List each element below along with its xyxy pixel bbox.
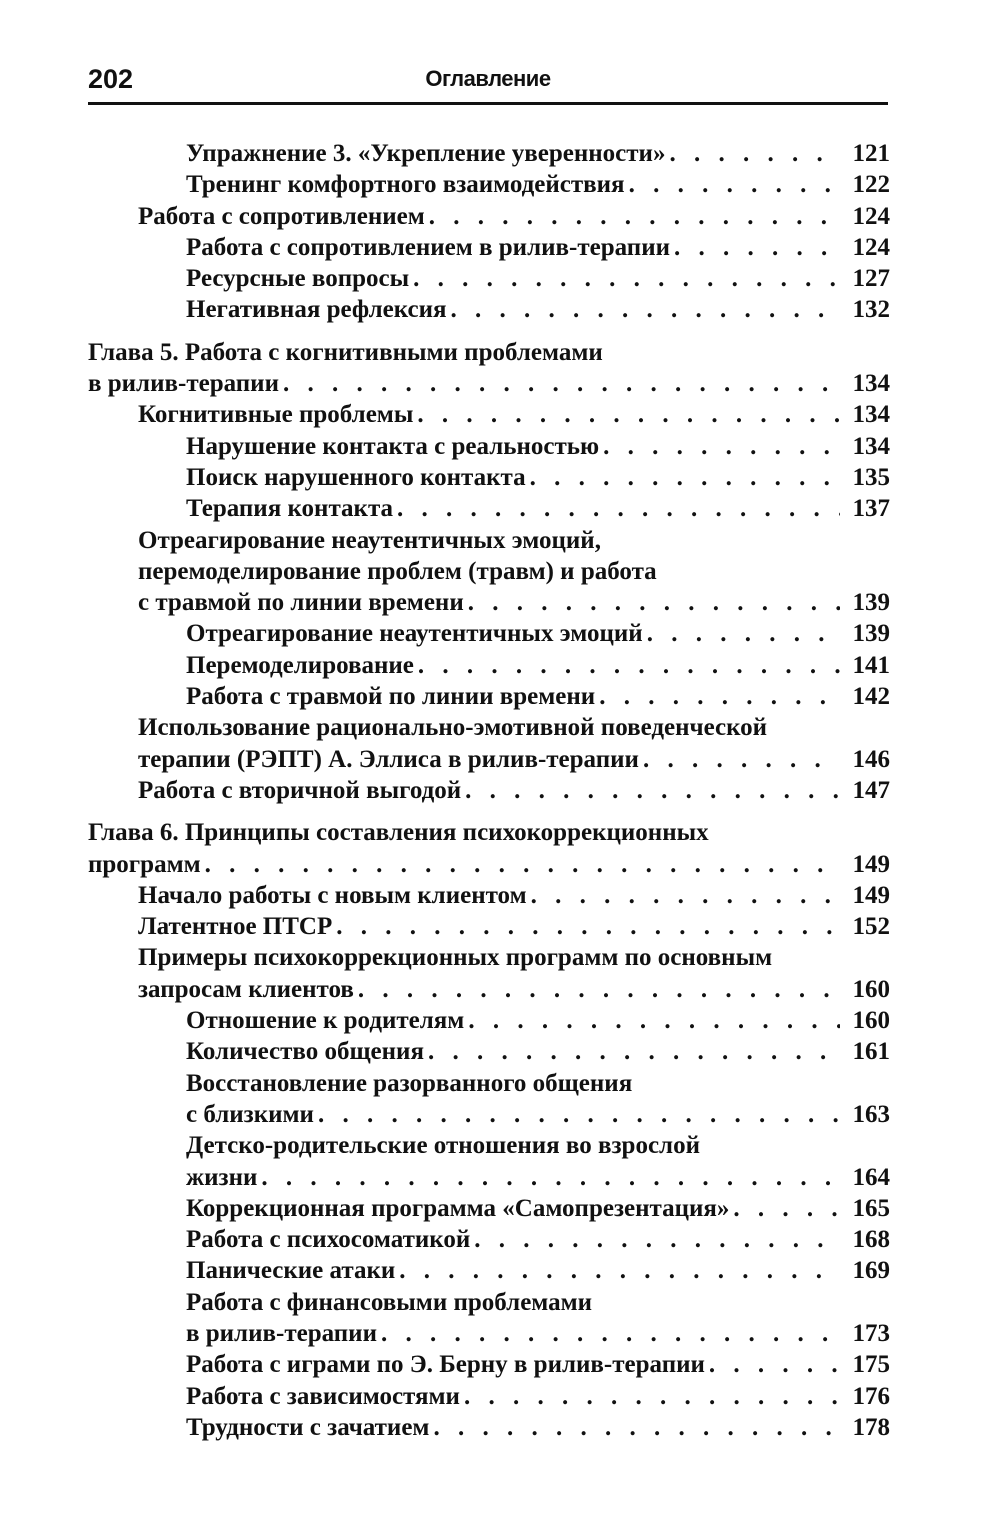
toc-entry-title-line: Работа с финансовыми проблемами: [186, 1288, 593, 1316]
toc-entry: [88, 1130, 898, 1193]
toc-entry-row: [138, 201, 898, 232]
toc-entry: [88, 1036, 898, 1067]
toc-page-number: 137: [852, 495, 890, 523]
toc-entry-row: [186, 1255, 898, 1286]
toc-page-number: 149: [852, 850, 890, 878]
toc-page-number: 173: [852, 1319, 890, 1347]
toc-entry-row: [186, 1349, 898, 1380]
toc-entry-row: [186, 650, 898, 681]
toc-entry: [88, 493, 898, 524]
toc-page-number: 132: [852, 296, 890, 324]
toc-entry: [88, 1287, 898, 1350]
toc-entry-title-line: терапии (РЭПТ) А. Эллиса в рилив-терапии: [138, 745, 639, 773]
toc-entry-row: [138, 744, 898, 775]
toc-entry-title-line: в рилив-терапии: [88, 370, 279, 398]
dot-leader: [531, 880, 840, 911]
toc-entry-row: [186, 618, 898, 649]
toc-entry-row: [186, 294, 898, 325]
toc-entry: [88, 942, 898, 1005]
toc-page-number: 124: [852, 233, 890, 261]
dot-leader: [336, 911, 840, 942]
toc-entry-row: [186, 138, 898, 169]
toc-entry-title-line: Работа с сопротивлением: [138, 202, 425, 230]
toc-entry-title-line: запросам клиентов: [138, 975, 354, 1003]
toc-page-number: 146: [852, 745, 890, 773]
toc-entry: [88, 1193, 898, 1224]
toc-entry-row: [186, 493, 898, 524]
toc-entry-title-line: Перемоделирование: [186, 651, 414, 679]
dot-leader: [603, 431, 840, 462]
dot-leader: [629, 169, 840, 200]
toc-entry-title-line: Отреагирование неаутентичных эмоций: [186, 620, 643, 648]
toc-entry: [88, 1005, 898, 1036]
toc-page-number: 176: [852, 1382, 890, 1410]
toc-entry: [88, 263, 898, 294]
toc-entry-title-line: Работа с вторичной выгодой: [138, 776, 462, 804]
dot-leader: [417, 399, 840, 430]
dot-leader: [465, 775, 840, 806]
toc-entry: [88, 138, 898, 169]
toc-entry-row: [186, 263, 898, 294]
toc-entry-row: [138, 880, 898, 911]
toc-page-number: 160: [852, 1007, 890, 1035]
toc-page-number: 149: [852, 881, 890, 909]
toc-entry: [88, 201, 898, 232]
toc-entry-title-line: Трудности с зачатием: [186, 1413, 430, 1441]
toc-page-number: 127: [852, 265, 890, 293]
toc-entry-title-line: Отреагирование неаутентичных эмоций,: [138, 526, 601, 554]
toc-page-number: 147: [852, 776, 890, 804]
toc-entry-row: [186, 1193, 898, 1224]
dot-leader: [397, 493, 840, 524]
toc-page-number: 134: [852, 370, 890, 398]
toc-entry-row: [186, 232, 898, 263]
toc-entry-row: [138, 775, 898, 806]
dot-leader: [669, 138, 840, 169]
toc-entry-row: [138, 587, 898, 618]
running-title: Оглавление: [425, 66, 551, 91]
toc-entry: [88, 775, 898, 806]
toc-entry-row: [138, 974, 898, 1005]
page-number: 202: [88, 64, 134, 94]
toc-entry-title-line: программ: [88, 850, 201, 878]
toc-entry-title-line: Терапия контакта: [186, 495, 394, 523]
toc-page-number: 142: [852, 683, 890, 711]
toc-entry-title-line: Коррекционная программа «Самопрезентация»: [186, 1194, 730, 1222]
toc-entry-title-line: Работа с зависимостями: [186, 1382, 460, 1410]
toc-entry: [88, 399, 898, 430]
toc-entry-title-line: Восстановление разорванного общения: [186, 1069, 633, 1097]
toc-entry-title-line: Негативная рефлексия: [186, 296, 447, 324]
toc-entry-title-line: Поиск нарушенного контакта: [186, 463, 526, 491]
toc-entry-title-line: Работа с играми по Э. Берну в рилив-терапии: [186, 1351, 705, 1379]
toc-entry-title-line: с близкими: [186, 1100, 314, 1128]
toc-page-number: 165: [852, 1194, 890, 1222]
dot-leader: [381, 1318, 840, 1349]
toc-entry-title-line: Работа с травмой по линии времени: [186, 683, 596, 711]
toc-entry-row: [186, 462, 898, 493]
toc-page-number: 141: [852, 651, 890, 679]
toc-page-number: 175: [852, 1351, 890, 1379]
toc-entry-title-line: Тренинг комфортного взаимодействия: [186, 171, 625, 199]
toc-entry-row: [186, 1162, 898, 1193]
table-of-contents: [88, 138, 898, 1443]
toc-entry-row: [186, 1036, 898, 1067]
toc-entry-row: [138, 911, 898, 942]
toc-entry: [88, 525, 898, 619]
toc-entry: [88, 650, 898, 681]
toc-page-number: 134: [852, 432, 890, 460]
toc-entry-row: [88, 368, 898, 399]
toc-page-number: 124: [852, 202, 890, 230]
toc-entry: [88, 1224, 898, 1255]
toc-entry: [88, 1255, 898, 1286]
toc-entry-title-line: жизни: [186, 1163, 258, 1191]
toc-page-number: 139: [852, 620, 890, 648]
toc-page-number: 160: [852, 975, 890, 1003]
dot-leader: [464, 1381, 840, 1412]
toc-entry-title-line: Нарушение контакта с реальностью: [186, 432, 600, 460]
toc-chapter-entry: [88, 337, 898, 400]
dot-leader: [429, 201, 840, 232]
toc-page-number: 121: [852, 140, 890, 167]
toc-entry-row: [138, 399, 898, 430]
toc-entry-row: [186, 1412, 898, 1443]
toc-page-number: 139: [852, 589, 890, 617]
dot-leader: [599, 681, 840, 712]
toc-entry: [88, 294, 898, 325]
toc-page-number: 135: [852, 463, 890, 491]
dot-leader: [418, 650, 840, 681]
dot-leader: [413, 263, 840, 294]
toc-chapter-entry: [88, 817, 898, 880]
toc-entry-title-line: Детско-родительские отношения во взрослой: [186, 1132, 700, 1160]
dot-leader: [468, 1005, 840, 1036]
toc-entry-row: [186, 681, 898, 712]
toc-entry-title-line: Когнитивные проблемы: [138, 401, 414, 429]
dot-leader: [318, 1099, 840, 1130]
dot-leader: [733, 1193, 840, 1224]
dot-leader: [428, 1036, 840, 1067]
dot-leader: [433, 1412, 840, 1443]
dot-leader: [643, 744, 840, 775]
toc-page-number: 152: [852, 913, 890, 941]
toc-entry: [88, 1412, 898, 1443]
toc-entry: [88, 1349, 898, 1380]
toc-entry-row: [186, 431, 898, 462]
toc-entry: [88, 169, 898, 200]
toc-entry-title-line: Примеры психокоррекционных программ по основным: [138, 944, 773, 972]
dot-leader: [358, 974, 840, 1005]
toc-entry: [88, 712, 898, 775]
toc-entry-title-line: Использование рационально-эмотивной поведенческой: [138, 714, 768, 742]
toc-entry: [88, 681, 898, 712]
toc-page-number: 122: [852, 171, 890, 199]
toc-entry-title-line: Количество общения: [186, 1038, 424, 1066]
dot-leader: [674, 232, 840, 263]
toc-entry-title-line: Работа с сопротивлением в рилив-терапии: [186, 233, 671, 261]
toc-entry-row: [186, 1099, 898, 1130]
toc-entry: [88, 1381, 898, 1412]
toc-page-number: 163: [852, 1100, 890, 1128]
toc-entry-row: [186, 1381, 898, 1412]
toc-entry-title-line: Работа с психосоматикой: [186, 1226, 471, 1254]
toc-entry-row: [186, 1318, 898, 1349]
toc-entry: [88, 232, 898, 263]
toc-entry: [88, 431, 898, 462]
dot-leader: [399, 1255, 840, 1286]
toc-entry: [88, 911, 898, 942]
dot-leader: [451, 294, 840, 325]
header-rule: [88, 102, 888, 105]
toc-entry-title-line: Отношение к родителям: [186, 1007, 465, 1035]
dot-leader: [283, 368, 840, 399]
toc-page-number: 168: [852, 1226, 890, 1254]
toc-entry-row: [88, 849, 898, 880]
dot-leader: [468, 587, 840, 618]
dot-leader: [474, 1224, 840, 1255]
toc-entry: [88, 880, 898, 911]
toc-entry-title-line: в рилив-терапии: [186, 1319, 377, 1347]
toc-entry-title-line: Начало работы с новым клиентом: [138, 881, 527, 909]
toc-page-number: 178: [852, 1413, 890, 1441]
toc-entry: [88, 1068, 898, 1131]
dot-leader: [261, 1162, 840, 1193]
toc-entry-title-line: Ресурсные вопросы: [186, 265, 410, 293]
dot-leader: [647, 618, 840, 649]
toc-entry-title-line: перемоделирование проблем (травм) и работа: [138, 557, 657, 585]
dot-leader: [205, 849, 840, 880]
toc-page-number: 169: [852, 1257, 890, 1285]
toc-entry-title-line: Глава 5. Работа с когнитивными проблемами: [88, 338, 603, 366]
page-header: [88, 62, 888, 102]
toc-entry: [88, 462, 898, 493]
toc-entry: [88, 618, 898, 649]
toc-entry-title-line: Упражнение 3. «Укрепление уверенности»: [186, 140, 666, 167]
toc-entry-row: [186, 1224, 898, 1255]
dot-leader: [530, 462, 840, 493]
toc-entry-row: [186, 169, 898, 200]
toc-page-number: 161: [852, 1038, 890, 1066]
toc-entry-title-line: Панические атаки: [186, 1257, 396, 1285]
toc-page-number: 134: [852, 401, 890, 429]
toc-entry-row: [186, 1005, 898, 1036]
toc-entry-title-line: Глава 6. Принципы составления психокоррекционных: [88, 819, 709, 847]
dot-leader: [709, 1349, 840, 1380]
toc-entry-title-line: с травмой по линии времени: [138, 589, 464, 617]
toc-entry-title-line: Латентное ПТСР: [138, 913, 333, 941]
toc-page-number: 164: [852, 1163, 890, 1191]
